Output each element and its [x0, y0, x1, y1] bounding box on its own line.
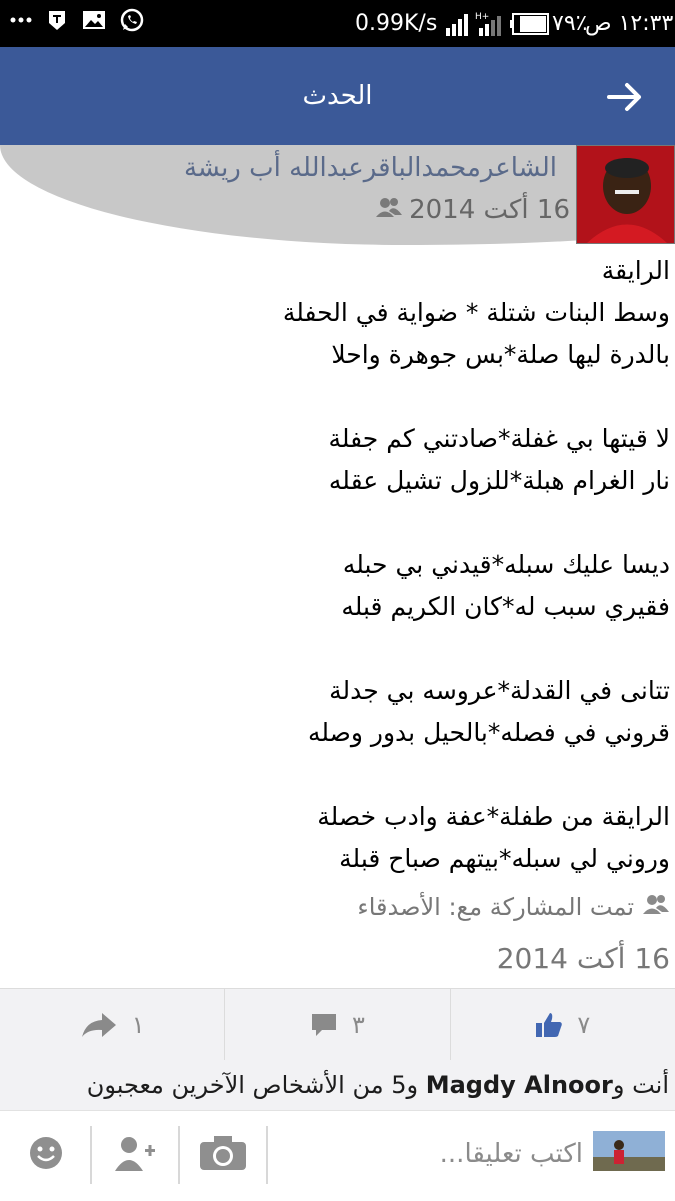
share-button[interactable]	[0, 989, 224, 1061]
page-title: الحدث	[302, 81, 373, 111]
liker-name[interactable]: Magdy Alnoor	[425, 1071, 613, 1099]
like-button[interactable]	[450, 989, 675, 1061]
share-count: ١	[131, 1011, 145, 1039]
friends-icon	[375, 195, 403, 225]
comment-count: ٣	[352, 1011, 365, 1039]
comment-composer	[0, 1110, 675, 1201]
like-icon	[535, 1011, 563, 1039]
post-line: وسط البنات شتلة * ضواية في الحفلة	[282, 298, 670, 327]
app-bar	[0, 47, 675, 145]
post-line: تتانى في القدلة*عروسه بي جدلة	[329, 676, 670, 705]
friends-icon	[642, 893, 670, 921]
camera-icon[interactable]	[196, 1123, 250, 1183]
post-meta	[375, 195, 570, 225]
svg-text:H+: H+	[475, 12, 490, 22]
post-line	[10, 754, 670, 796]
post-line: بالدرة ليها صلة*بس جوهرة واحلا	[331, 340, 670, 369]
likes-summary[interactable]	[0, 1060, 675, 1110]
likes-prefix: أنت و	[612, 1071, 669, 1099]
status-bar	[0, 0, 675, 47]
post-line: لا قيتها بي غفلة*صادتني كم جفلة	[328, 424, 670, 453]
shared-with-label: تمت المشاركة مع: الأصدقاء	[357, 893, 634, 921]
post-line	[10, 376, 670, 418]
photo-date: 16 أكت 2014	[496, 942, 670, 975]
signal-icon	[446, 14, 468, 36]
tango-icon	[46, 8, 68, 32]
audience-info	[357, 893, 670, 921]
post-header	[0, 145, 675, 245]
signal-hplus-icon	[475, 10, 501, 36]
whatsapp-icon	[120, 8, 144, 32]
likes-suffix: و5 من الأشخاص الآخرين معجبون	[86, 1071, 426, 1099]
like-count: ٧	[577, 1011, 591, 1039]
share-icon	[80, 1011, 118, 1039]
post-date[interactable]: 16 أكت 2014	[409, 195, 570, 225]
arrow-right-icon[interactable]	[605, 77, 645, 121]
comment-button[interactable]	[224, 989, 449, 1061]
emoji-icon[interactable]	[28, 1123, 64, 1183]
avatar[interactable]	[576, 145, 675, 244]
post-line: الرايقة من طفلة*عفة وادب خصلة	[317, 802, 670, 831]
comment-icon	[310, 1012, 338, 1038]
battery-percent: ٧٩٪	[552, 11, 588, 36]
post-body	[10, 250, 670, 880]
gallery-icon	[82, 10, 106, 30]
post-line: نار الغرام هبلة*للزول تشيل عقله	[328, 466, 670, 495]
comment-input[interactable]: اكتب تعليقا...	[439, 1139, 583, 1169]
action-bar	[0, 988, 675, 1062]
clock: ١٢:٣٣ ص	[585, 11, 674, 36]
tag-friend-icon[interactable]	[110, 1123, 160, 1183]
post-line: قروني في فصله*بالحيل بدور وصله	[307, 718, 670, 747]
post-line: فقيري سبب له*كان الكريم قبله	[341, 592, 670, 621]
user-avatar	[593, 1131, 665, 1171]
more-icon	[10, 17, 32, 23]
author-name[interactable]: الشاعرمحمدالباقرعبدالله أب ريشة	[183, 153, 557, 183]
post-line: ديسا عليك سبله*قيدني بي حبله	[342, 550, 670, 579]
post-line: وروني لي سبله*بيتهم صباح قبلة	[339, 844, 670, 873]
network-speed: 0.99K/s	[355, 11, 438, 36]
battery-icon	[510, 13, 550, 35]
post-line: الرايقة	[601, 256, 670, 285]
post-line	[10, 502, 670, 544]
post-line	[10, 628, 670, 670]
